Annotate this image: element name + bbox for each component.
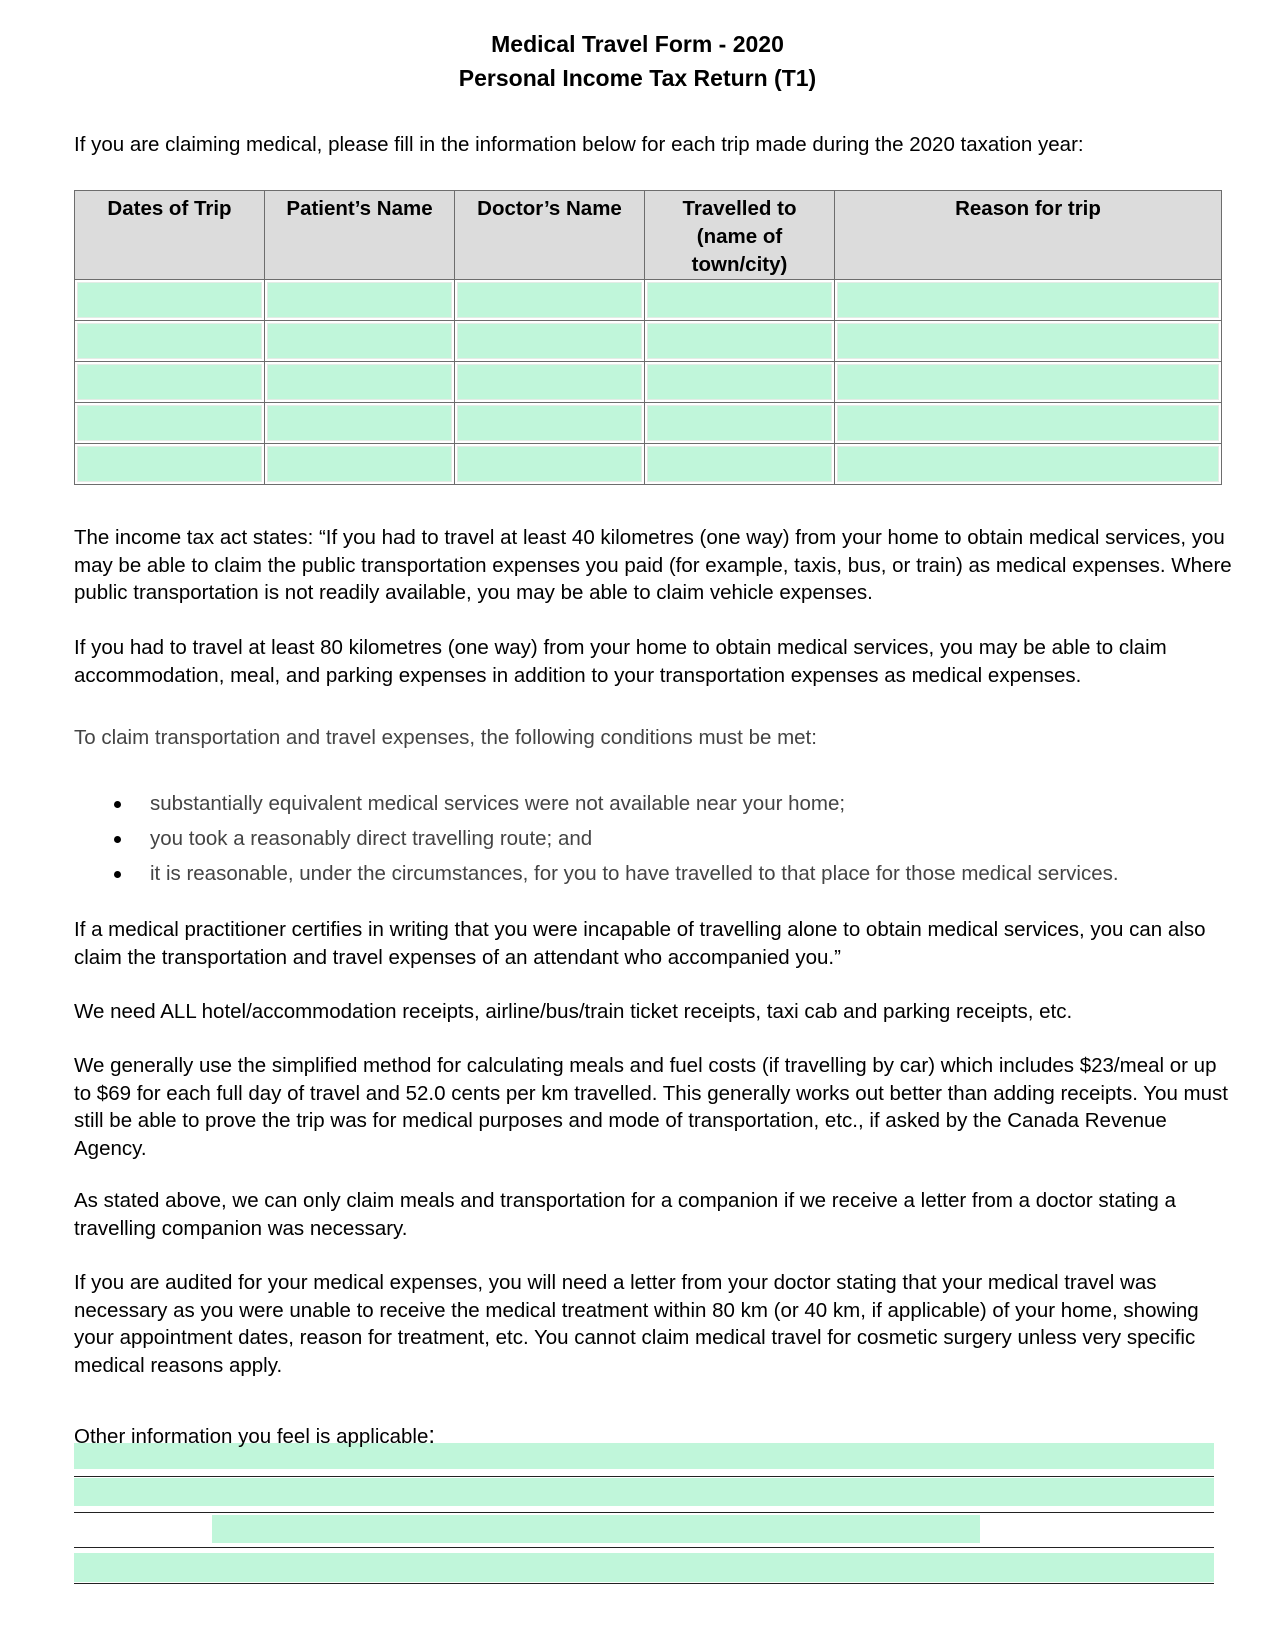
attendant-paragraph: If a medical practitioner certifies in writing that you were incapable of travelling alone to obtain medical services, you can also claim the transportation and travel expenses of an attendant who accompanied you.” [74, 918, 1206, 969]
conditions-intro: To claim transportation and travel expenses, the following conditions must be met: [74, 726, 817, 749]
trip-cell [75, 321, 265, 362]
trip-cell [455, 403, 645, 444]
other-info-line-3 [74, 1547, 1214, 1548]
condition-item [74, 860, 1234, 895]
dates-field[interactable] [77, 446, 262, 482]
reason-field[interactable] [837, 446, 1219, 482]
col-travelled-to: Travelled to (name of town/city) [645, 191, 835, 280]
travelled-to-field[interactable] [647, 446, 832, 482]
col-reason-for-trip: Reason for trip [835, 191, 1222, 280]
other-info-line-1 [74, 1476, 1214, 1477]
act-paragraph-2: If you had to travel at least 80 kilometres (one way) from your home to obtain medical services, you may be able to claim accommodation, meal, and parking expenses in addition to your transportation expenses as medical expenses. [74, 636, 1167, 687]
receipts-paragraph: We need ALL hotel/accommodation receipts, airline/bus/train ticket receipts, taxi cab and parking receipts, etc. [74, 1000, 1073, 1023]
companion-paragraph: As stated above, we can only claim meals and transportation for a companion if we receive a letter from a doctor stating a travelling companion was necessary. [74, 1189, 1176, 1240]
trip-row [75, 403, 1222, 444]
other-info-field-4[interactable] [74, 1553, 1214, 1582]
trip-cell [75, 362, 265, 403]
conditions-list [74, 790, 1234, 895]
trip-cell [645, 444, 835, 485]
patient-name-field[interactable] [267, 323, 452, 359]
act-paragraph-1: The income tax act states: “If you had to travel at least 40 kilometres (one way) from your home to obtain medical services, you may be able to claim the public transportation expenses you paid (for example, taxis, bus, or train) as medical expenses. Where public transportation is not readily available, you may be able to claim vehicle expenses. [74, 526, 1232, 604]
travelled-to-field[interactable] [647, 364, 832, 400]
trip-cell [265, 280, 455, 321]
condition-item [74, 790, 1234, 825]
trip-cell [835, 362, 1222, 403]
trip-table [74, 190, 1222, 485]
other-info-colon: : [428, 1422, 436, 1449]
patient-name-field[interactable] [267, 405, 452, 441]
trip-cell [835, 280, 1222, 321]
doctor-name-field[interactable] [457, 282, 642, 318]
trip-cell [265, 444, 455, 485]
trip-cell [835, 444, 1222, 485]
trip-cell [645, 403, 835, 444]
form-title [0, 27, 1275, 95]
simplified-method-paragraph: We generally use the simplified method for calculating meals and fuel costs (if travelling by car) which includes $23/meal or up to $69 for each full day of travel and 52.0 cents per km travelled. This generally works out better than adding receipts. You must still be able to prove the trip was for medical purposes and mode of transportation, etc., if asked by the Canada Revenue Agency. [74, 1054, 1228, 1160]
trip-cell [75, 444, 265, 485]
trip-cell [835, 403, 1222, 444]
title-line-2: Personal Income Tax Return (T1) [458, 65, 817, 91]
other-info-field-2[interactable] [74, 1478, 1214, 1506]
title-line-1: Medical Travel Form - 2020 [491, 31, 784, 57]
trip-cell [455, 321, 645, 362]
travelled-to-field[interactable] [647, 282, 832, 318]
trip-cell [265, 321, 455, 362]
bullet-icon [114, 836, 121, 843]
bullet-icon [114, 801, 121, 808]
reason-field[interactable] [837, 282, 1219, 318]
trip-cell [75, 280, 265, 321]
bullet-icon [114, 871, 121, 878]
other-info-line-2 [74, 1512, 1214, 1513]
doctor-name-field[interactable] [457, 405, 642, 441]
patient-name-field[interactable] [267, 364, 452, 400]
reason-field[interactable] [837, 405, 1219, 441]
reason-field[interactable] [837, 364, 1219, 400]
condition-text: you took a reasonably direct travelling route; and [150, 827, 593, 850]
dates-field[interactable] [77, 364, 262, 400]
dates-field[interactable] [77, 405, 262, 441]
other-info-label [74, 1422, 435, 1451]
trip-row [75, 362, 1222, 403]
col-dates-of-trip: Dates of Trip [75, 191, 265, 280]
condition-text: substantially equivalent medical services were not available near your home; [150, 792, 846, 815]
trip-cell [835, 321, 1222, 362]
trip-cell [645, 362, 835, 403]
trip-cell [645, 321, 835, 362]
dates-field[interactable] [77, 282, 262, 318]
doctor-name-field[interactable] [457, 446, 642, 482]
trip-table-header [75, 191, 1222, 280]
doctor-name-field[interactable] [457, 364, 642, 400]
audit-paragraph: If you are audited for your medical expenses, you will need a letter from your doctor stating that your medical travel was necessary as you were unable to receive the medical treatment within 80 km (or 40 km, if applicable) of your home, showing your appointment dates, reason for treatment, etc. You cannot claim medical travel for cosmetic surgery unless very specific medical reasons apply. [74, 1271, 1199, 1377]
col-patient-name: Patient’s Name [265, 191, 455, 280]
trip-row [75, 444, 1222, 485]
patient-name-field[interactable] [267, 282, 452, 318]
dates-field[interactable] [77, 323, 262, 359]
trip-cell [455, 444, 645, 485]
trip-cell [645, 280, 835, 321]
trip-row [75, 280, 1222, 321]
other-info-label-text: Other information you feel is applicable [74, 1425, 429, 1448]
trip-cell [455, 362, 645, 403]
doctor-name-field[interactable] [457, 323, 642, 359]
condition-item [74, 825, 1234, 860]
trip-row [75, 321, 1222, 362]
reason-field[interactable] [837, 323, 1219, 359]
intro-text: If you are claiming medical, please fill in the information below for each trip made during the 2020 taxation year: [74, 133, 1084, 156]
travelled-to-field[interactable] [647, 405, 832, 441]
patient-name-field[interactable] [267, 446, 452, 482]
other-info-field-3[interactable] [212, 1515, 980, 1543]
condition-text: it is reasonable, under the circumstances, for you to have travelled to that place for those medical services. [150, 862, 1119, 885]
trip-cell [75, 403, 265, 444]
other-info-line-4 [74, 1583, 1214, 1584]
trip-cell [265, 403, 455, 444]
travelled-to-field[interactable] [647, 323, 832, 359]
trip-cell [265, 362, 455, 403]
col-doctor-name: Doctor’s Name [455, 191, 645, 280]
trip-cell [455, 280, 645, 321]
